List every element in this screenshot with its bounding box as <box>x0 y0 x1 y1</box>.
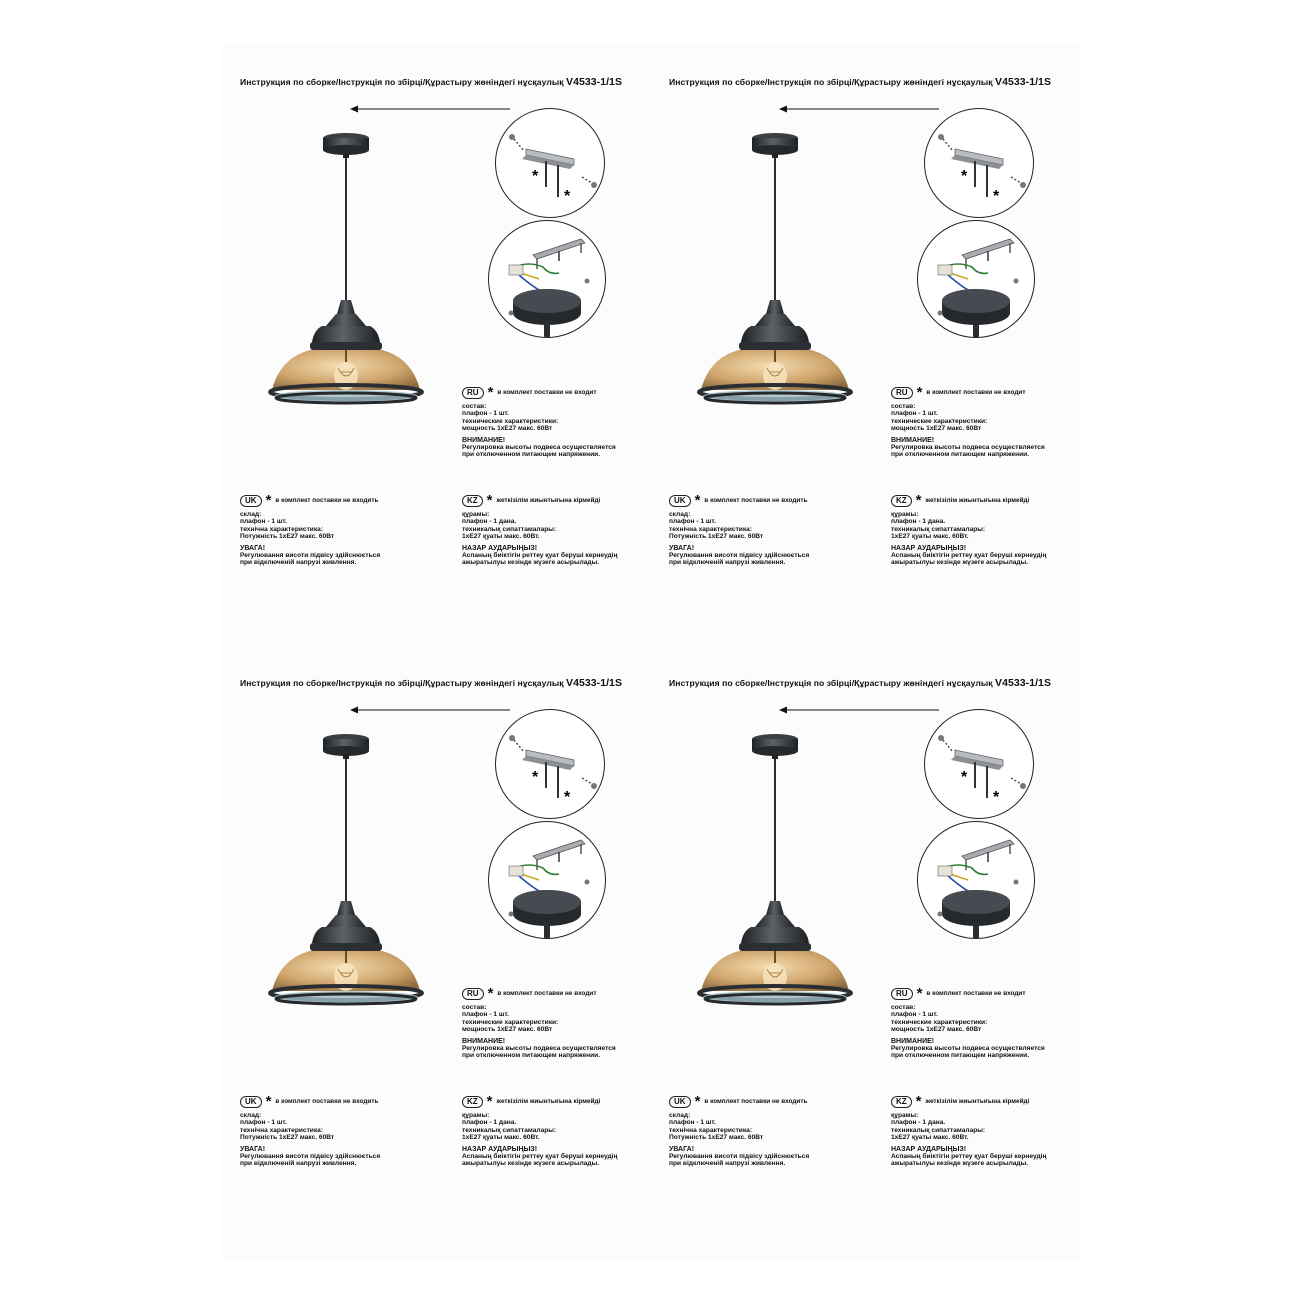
mounting-arrow <box>771 98 941 120</box>
spec-line: техникалық сипаттамалары: <box>891 525 986 533</box>
title-text: Инструкция по сборке/Інструкція по збірці/Құрастыру жөніндегі нұсқаулық <box>240 77 564 87</box>
star-marker: * <box>915 492 922 509</box>
kz-not-included-note: жеткізілім жиынтығына кірмейді <box>496 497 601 505</box>
ru-warning-title: ВНИМАНИЕ! <box>462 436 506 444</box>
warning-line: Регулировка высоты подвеса осуществляется <box>891 444 1045 452</box>
warning-line: при отключенном питающем напряжении. <box>891 451 1030 459</box>
pendant-lamp-illustration <box>266 132 426 412</box>
warning-line: при відключеній напрузі живлення. <box>669 559 786 567</box>
instruction-copy <box>222 44 651 644</box>
warning-line: при відключеній напрузі живлення. <box>669 1160 786 1168</box>
warning-line: Регулювання висоти підвісу здійснюється <box>240 1153 381 1161</box>
uk-badge: UK <box>240 495 262 507</box>
spec-line: склад: <box>240 1112 262 1119</box>
spec-line: склад: <box>240 511 262 518</box>
spec-line: плафон - 1 дана. <box>891 1119 946 1127</box>
instruction-title <box>669 677 1051 689</box>
ru-badge: RU <box>462 988 484 1000</box>
spec-line: плафон - 1 шт. <box>462 410 509 418</box>
spec-line: технічна характеристика: <box>240 1126 324 1134</box>
spec-line: технічна характеристика: <box>240 525 324 533</box>
kz-badge: KZ <box>891 495 912 507</box>
spec-line: технічна характеристика: <box>669 1126 753 1134</box>
mounting-arrow <box>342 699 512 721</box>
warning-line: ажыратылуы кезінде жүзеге асырылады. <box>891 559 1029 567</box>
model-number: V4533-1/1S <box>566 677 623 689</box>
spec-line: 1xE27 қуаты макс. 60Вт. <box>891 533 969 541</box>
spec-line: плафон - 1 шт. <box>669 518 716 526</box>
title-text: Инструкция по сборке/Інструкція по збірці/Құрастыру жөніндегі нұсқаулық <box>240 678 564 688</box>
kz-not-included-note: жеткізілім жиынтығына кірмейді <box>496 1098 601 1106</box>
section-uk <box>240 492 381 567</box>
ru-badge: RU <box>462 387 484 399</box>
spec-line: құрамы: <box>462 511 490 518</box>
title-text: Инструкция по сборке/Інструкція по збірці/Құрастыру жөніндегі нұсқаулық <box>669 678 993 688</box>
mounting-bracket-detail <box>924 108 1034 218</box>
spec-line: склад: <box>669 511 691 518</box>
model-number: V4533-1/1S <box>995 76 1052 88</box>
star-marker: * <box>993 789 1000 806</box>
star-marker: * <box>961 769 968 786</box>
spec-line: склад: <box>669 1112 691 1119</box>
mounting-bracket-detail <box>495 108 605 218</box>
uk-not-included-note: в комплект поставки не входить <box>704 1098 808 1106</box>
model-number: V4533-1/1S <box>995 677 1052 689</box>
spec-line: мощность 1xE27 макс. 60Вт <box>891 425 982 433</box>
star-marker: * <box>265 1093 272 1110</box>
instruction-title <box>240 76 622 88</box>
section-kz <box>462 492 618 567</box>
star-marker: * <box>694 1093 701 1110</box>
warning-line: ажыратылуы кезінде жүзеге асырылады. <box>891 1160 1029 1168</box>
uk-not-included-note: в комплект поставки не входить <box>704 497 808 505</box>
mounting-arrow <box>342 98 512 120</box>
spec-line: плафон - 1 дана. <box>462 1119 517 1127</box>
warning-line: Аспаның биіктігін реттеу қуат беруші кернеудің <box>462 552 618 560</box>
section-ru <box>891 985 1045 1060</box>
warning-line: Регулировка высоты подвеса осуществляется <box>891 1045 1045 1053</box>
section-uk <box>669 492 810 567</box>
spec-line: Потужність 1xE27 макс. 60Вт <box>240 1134 335 1142</box>
mounting-bracket-detail <box>495 709 605 819</box>
uk-warning-title: УВАГА! <box>240 1145 266 1153</box>
ru-not-included-note: в комплект поставки не входит <box>497 990 597 998</box>
instruction-title <box>240 677 622 689</box>
kz-not-included-note: жеткізілім жиынтығына кірмейді <box>925 1098 1030 1106</box>
uk-warning-title: УВАГА! <box>669 544 695 552</box>
kz-warning-title: НАЗАР АУДАРЫҢЫЗ! <box>891 1145 967 1153</box>
wiring-detail <box>917 821 1035 939</box>
section-ru <box>891 384 1045 459</box>
spec-line: құрамы: <box>891 1112 919 1119</box>
mounting-bracket-detail <box>924 709 1034 819</box>
star-marker: * <box>564 188 571 205</box>
ru-warning-title: ВНИМАНИЕ! <box>462 1037 506 1045</box>
warning-line: ажыратылуы кезінде жүзеге асырылады. <box>462 559 600 567</box>
warning-line: Регулювання висоти підвісу здійснюється <box>669 1153 810 1161</box>
spec-line: техникалық сипаттамалары: <box>462 1126 557 1134</box>
spec-line: состав: <box>891 1004 916 1011</box>
pendant-lamp-illustration <box>266 733 426 1013</box>
warning-line: Регулировка высоты подвеса осуществляется <box>462 1045 616 1053</box>
warning-line: при отключенном питающем напряжении. <box>891 1052 1030 1060</box>
wiring-detail <box>488 220 606 338</box>
section-ru <box>462 384 616 459</box>
spec-line: технические характеристики: <box>462 417 559 425</box>
star-marker: * <box>486 1093 493 1110</box>
warning-line: Аспаның биіктігін реттеу қуат беруші кернеудің <box>891 552 1047 560</box>
uk-badge: UK <box>669 1096 691 1108</box>
spec-line: Потужність 1xE27 макс. 60Вт <box>669 1134 764 1142</box>
spec-line: плафон - 1 шт. <box>240 1119 287 1127</box>
warning-line: ажыратылуы кезінде жүзеге асырылады. <box>462 1160 600 1168</box>
section-uk <box>669 1093 810 1168</box>
star-marker: * <box>916 985 923 1002</box>
uk-badge: UK <box>240 1096 262 1108</box>
kz-warning-title: НАЗАР АУДАРЫҢЫЗ! <box>891 544 967 552</box>
warning-line: Аспаның биіктігін реттеу қуат беруші кернеудің <box>462 1153 618 1161</box>
spec-line: технические характеристики: <box>462 1018 559 1026</box>
uk-warning-title: УВАГА! <box>240 544 266 552</box>
instruction-copy <box>651 645 1080 1245</box>
spec-line: плафон - 1 шт. <box>240 518 287 526</box>
spec-line: плафон - 1 шт. <box>669 1119 716 1127</box>
section-kz <box>462 1093 618 1168</box>
instruction-copy <box>222 645 651 1245</box>
star-marker: * <box>694 492 701 509</box>
spec-line: плафон - 1 шт. <box>891 410 938 418</box>
star-marker: * <box>532 769 539 786</box>
mounting-arrow <box>771 699 941 721</box>
spec-line: құрамы: <box>891 511 919 518</box>
kz-badge: KZ <box>462 495 483 507</box>
kz-badge: KZ <box>462 1096 483 1108</box>
spec-line: плафон - 1 шт. <box>462 1011 509 1019</box>
wiring-detail <box>488 821 606 939</box>
wiring-detail <box>917 220 1035 338</box>
warning-line: при отключенном питающем напряжении. <box>462 1052 601 1060</box>
spec-line: мощность 1xE27 макс. 60Вт <box>462 1026 553 1034</box>
warning-line: Регулювання висоти підвісу здійснюється <box>669 552 810 560</box>
uk-warning-title: УВАГА! <box>669 1145 695 1153</box>
spec-line: технические характеристики: <box>891 417 988 425</box>
kz-warning-title: НАЗАР АУДАРЫҢЫЗ! <box>462 1145 538 1153</box>
star-marker: * <box>486 492 493 509</box>
warning-line: при відключеній напрузі живлення. <box>240 1160 357 1168</box>
warning-line: при отключенном питающем напряжении. <box>462 451 601 459</box>
star-marker: * <box>993 188 1000 205</box>
warning-line: Аспаның биіктігін реттеу қуат беруші кернеудің <box>891 1153 1047 1161</box>
spec-line: технічна характеристика: <box>669 525 753 533</box>
spec-line: плафон - 1 шт. <box>891 1011 938 1019</box>
ru-not-included-note: в комплект поставки не входит <box>926 389 1026 397</box>
spec-line: 1xE27 қуаты макс. 60Вт. <box>462 533 540 541</box>
title-text: Инструкция по сборке/Інструкція по збірці/Құрастыру жөніндегі нұсқаулық <box>669 77 993 87</box>
section-uk <box>240 1093 381 1168</box>
star-marker: * <box>915 1093 922 1110</box>
ru-not-included-note: в комплект поставки не входит <box>926 990 1026 998</box>
spec-line: Потужність 1xE27 макс. 60Вт <box>240 533 335 541</box>
warning-line: Регулювання висоти підвісу здійснюється <box>240 552 381 560</box>
star-marker: * <box>916 384 923 401</box>
kz-not-included-note: жеткізілім жиынтығына кірмейді <box>925 497 1030 505</box>
pendant-lamp-illustration <box>695 132 855 412</box>
warning-line: при відключеній напрузі живлення. <box>240 559 357 567</box>
kz-warning-title: НАЗАР АУДАРЫҢЫЗ! <box>462 544 538 552</box>
spec-line: 1xE27 қуаты макс. 60Вт. <box>891 1134 969 1142</box>
spec-line: плафон - 1 дана. <box>462 518 517 526</box>
warning-line: Регулировка высоты подвеса осуществляется <box>462 444 616 452</box>
star-marker: * <box>487 985 494 1002</box>
kz-badge: KZ <box>891 1096 912 1108</box>
instruction-copy <box>651 44 1080 644</box>
star-marker: * <box>487 384 494 401</box>
model-number: V4533-1/1S <box>566 76 623 88</box>
spec-line: техникалық сипаттамалары: <box>891 1126 986 1134</box>
star-marker: * <box>532 168 539 185</box>
spec-line: 1xE27 қуаты макс. 60Вт. <box>462 1134 540 1142</box>
star-marker: * <box>265 492 272 509</box>
spec-line: Потужність 1xE27 макс. 60Вт <box>669 533 764 541</box>
star-marker: * <box>564 789 571 806</box>
spec-line: состав: <box>462 403 487 410</box>
uk-badge: UK <box>669 495 691 507</box>
ru-badge: RU <box>891 387 913 399</box>
spec-line: состав: <box>462 1004 487 1011</box>
ru-warning-title: ВНИМАНИЕ! <box>891 1037 935 1045</box>
instruction-title <box>669 76 1051 88</box>
star-marker: * <box>961 168 968 185</box>
ru-not-included-note: в комплект поставки не входит <box>497 389 597 397</box>
uk-not-included-note: в комплект поставки не входить <box>275 1098 379 1106</box>
uk-not-included-note: в комплект поставки не входить <box>275 497 379 505</box>
spec-line: техникалық сипаттамалары: <box>462 525 557 533</box>
section-kz <box>891 1093 1047 1168</box>
spec-line: плафон - 1 дана. <box>891 518 946 526</box>
pendant-lamp-illustration <box>695 733 855 1013</box>
section-kz <box>891 492 1047 567</box>
spec-line: құрамы: <box>462 1112 490 1119</box>
ru-badge: RU <box>891 988 913 1000</box>
spec-line: мощность 1xE27 макс. 60Вт <box>891 1026 982 1034</box>
spec-line: состав: <box>891 403 916 410</box>
section-ru <box>462 985 616 1060</box>
spec-line: мощность 1xE27 макс. 60Вт <box>462 425 553 433</box>
ru-warning-title: ВНИМАНИЕ! <box>891 436 935 444</box>
spec-line: технические характеристики: <box>891 1018 988 1026</box>
